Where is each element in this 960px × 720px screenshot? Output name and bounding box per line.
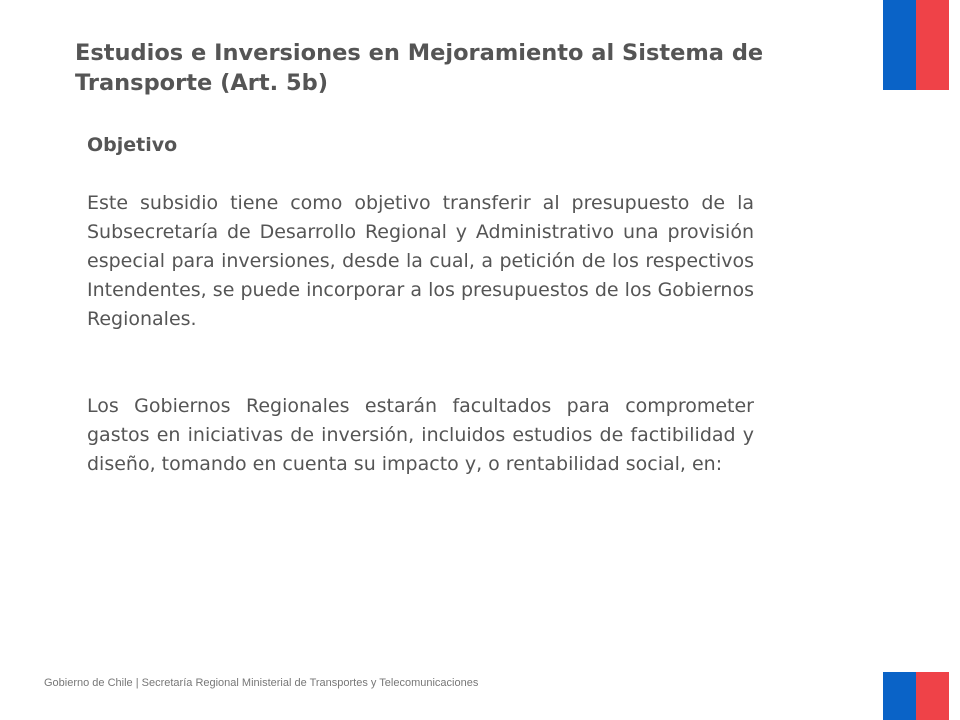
slide-title: Estudios e Inversiones en Mejoramiento al Sistema de Transporte (Art. 5b) bbox=[75, 40, 764, 96]
footer-text: Gobierno de Chile | Secretaría Regional Ministerial de Transportes y Telecomunicaciones bbox=[44, 677, 479, 689]
flag-red-stripe bbox=[916, 672, 949, 720]
flag-red-stripe bbox=[916, 0, 949, 90]
section-heading-objetivo: Objetivo bbox=[87, 134, 178, 156]
flag-blue-stripe bbox=[883, 672, 916, 720]
chile-flag-bottom-decoration bbox=[883, 672, 949, 720]
flag-blue-stripe bbox=[883, 0, 916, 90]
slide-body bbox=[87, 130, 754, 479]
chile-flag-top-decoration bbox=[883, 0, 949, 90]
paragraph-regional-governments: Los Gobiernos Regionales estarán facultados para comprometer gastos en iniciativas de inversión, incluidos estudios de factibilidad y diseño, tomando en cuenta su impacto y, o rentabilidad social, en: bbox=[87, 395, 754, 475]
paragraph-objective: Este subsidio tiene como objetivo transferir al presupuesto de la Subsecretaría de Desarrollo Regional y Administrativo una provisión especial para inversiones, desde la cual, a petición de los respectivos Intendentes, se puede incorporar a los presupuestos de los Gobiernos Regionales. bbox=[87, 192, 754, 330]
